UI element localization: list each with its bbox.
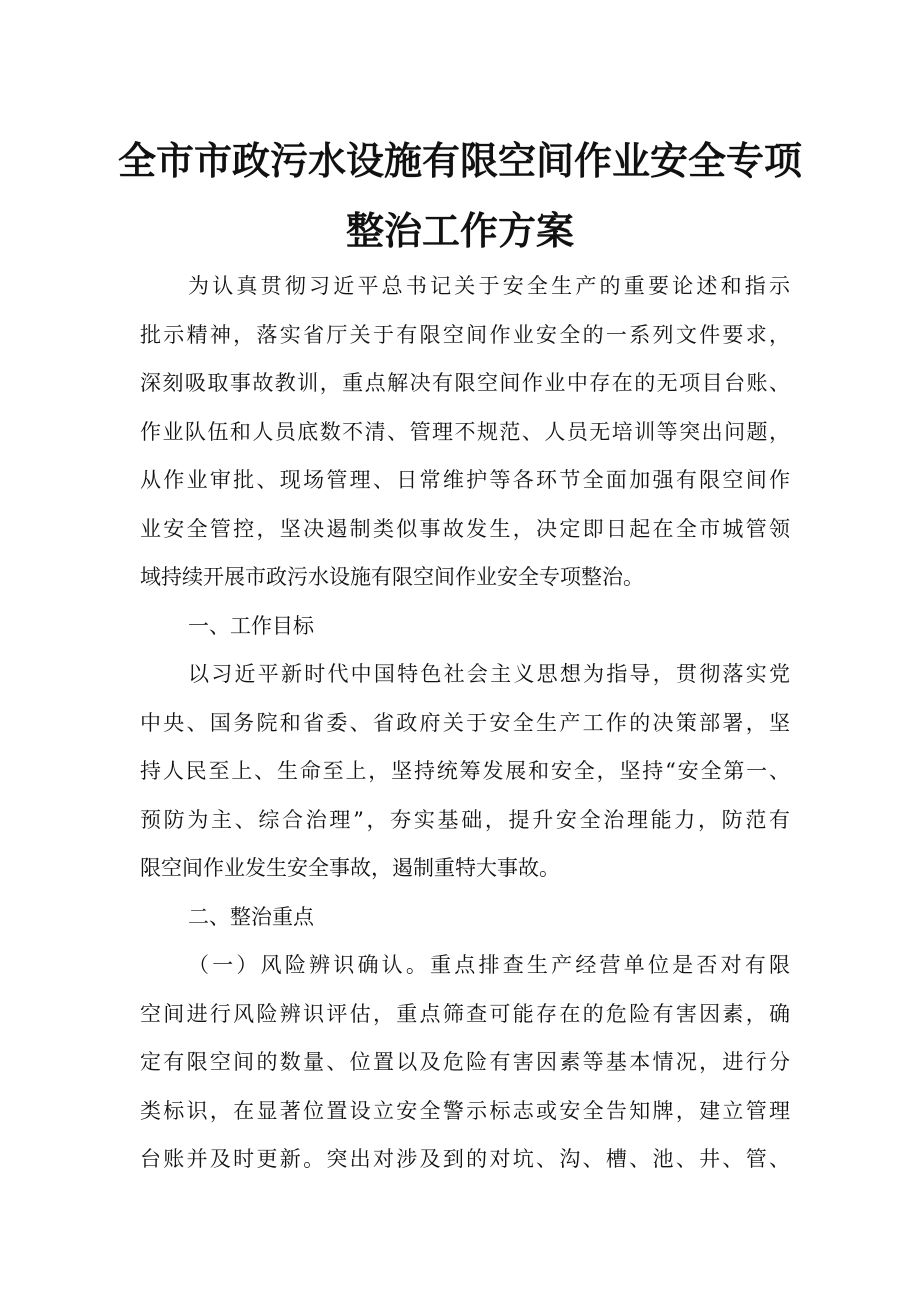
paragraph-line: 限空间作业发生安全事故，遏制重特大事故。 [140, 856, 560, 880]
paragraph-line: 批示精神，落实省厅关于有限空间作业安全的一系列文件要求， [140, 322, 790, 347]
paragraph-line: 以习近平新时代中国特色社会主义思想为指导，贯彻落实党 [188, 662, 790, 686]
paragraph-line: 空间进行风险辨识评估，重点筛查可能存在的危险有害因素，确 [140, 1001, 790, 1026]
paragraph-line: 作业队伍和人员底数不清、管理不规范、人员无培训等突出问题， [140, 419, 790, 444]
paragraph-line: 深刻吸取事故教训，重点解决有限空间作业中存在的无项目台账、 [140, 371, 790, 395]
document-title-line-1: 全市市政污水设施有限空间作业安全专项 [117, 139, 802, 183]
section-heading: 二、整治重点 [188, 904, 314, 929]
section-heading: 一、工作目标 [188, 613, 314, 638]
paragraph-line: （一）风险辨识确认。重点排查生产经营单位是否对有限 [188, 953, 790, 977]
paragraph-line: 持人民至上、生命至上，坚持统筹发展和安全，坚持“安全第一、 [140, 759, 790, 783]
paragraph-line: 中央、国务院和省委、省政府关于安全生产工作的决策部署，坚 [140, 710, 790, 735]
paragraph-line: 为认真贯彻习近平总书记关于安全生产的重要论述和指示 [188, 274, 790, 298]
paragraph-line: 台账并及时更新。突出对涉及到的对坑、沟、槽、池、井、管、 [140, 1147, 790, 1171]
paragraph-line: 从作业审批、现场管理、日常维护等各环节全面加强有限空间作 [140, 468, 790, 492]
paragraph-line: 预防为主、综合治理”，夯实基础，提升安全治理能力，防范有 [140, 807, 790, 832]
paragraph-line: 定有限空间的数量、位置以及危险有害因素等基本情况，进行分 [140, 1050, 790, 1074]
paragraph-line: 业安全管控，坚决遏制类似事故发生，决定即日起在全市城管领 [140, 516, 790, 541]
paragraph-line: 类标识，在显著位置设立安全警示标志或安全告知牌，建立管理 [140, 1098, 790, 1123]
paragraph-line: 域持续开展市政污水设施有限空间作业安全专项整治。 [140, 565, 644, 589]
document-title-line-2: 整治工作方案 [345, 209, 574, 253]
document-body [140, 262, 790, 1184]
